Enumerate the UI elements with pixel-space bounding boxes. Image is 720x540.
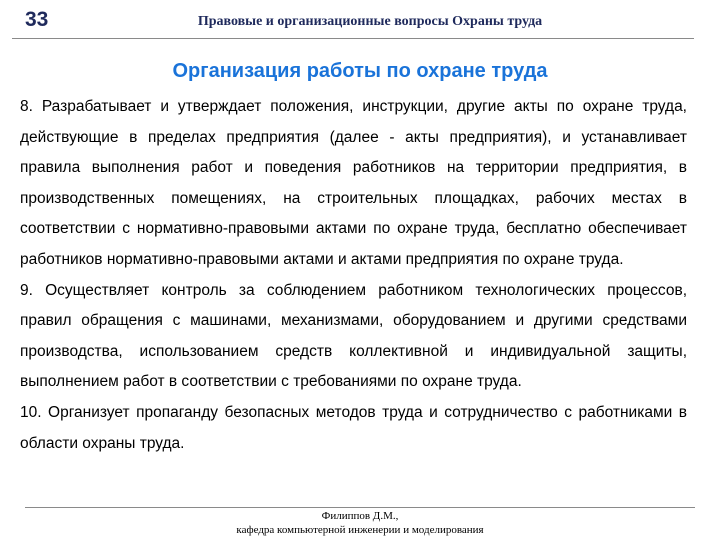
body-text (20, 92, 687, 459)
footer-divider (25, 507, 695, 508)
footer (0, 509, 720, 537)
slide-title: Организация работы по охране труда (172, 60, 548, 82)
footer-author: Филиппов Д.М., (321, 510, 399, 522)
paragraph-8: 8. Разрабатывает и утверждает положения, инструкции, другие акты по охране труда, действующие в пределах предприятия (далее - акты предприятия), и устанавливает правила выполнения работ и поведения работников на территории предприятия, в производственных помещениях, на строительных площадках, рабочих местах в соответствии с нормативно-правовыми актами по охране труда, бесплатно обеспечивает работников нормативно-правовыми актами и актами предприятия по охране труда. (20, 98, 687, 268)
header-title: Правовые и организационные вопросы Охраны труда (197, 14, 543, 29)
footer-department: кафедра компьютерной инженерии и моделирования (236, 524, 484, 536)
paragraph-10: 10. Организует пропаганду безопасных методов труда и сотрудничество с работниками в области охраны труда. (20, 403, 687, 452)
slide-number: 33 (25, 8, 49, 31)
header-divider (12, 38, 694, 39)
paragraph-9: 9. Осуществляет контроль за соблюдением работником технологических процессов, правил обращения с машинами, механизмами, оборудованием и другими средствами производства, использованием средств коллективной и индивидуальной защиты, выполнением работ в соответствии с требованиями по охране труда. (20, 281, 687, 391)
